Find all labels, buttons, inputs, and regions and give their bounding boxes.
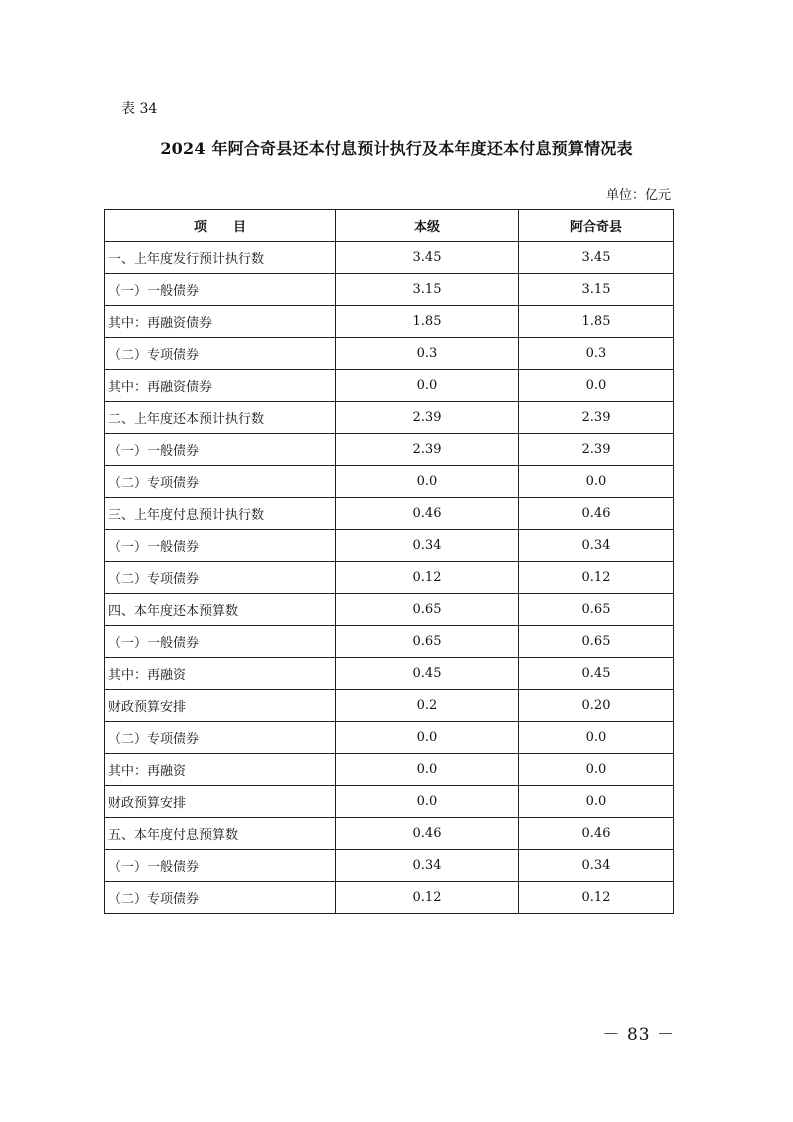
row-local-value: 3.45 <box>336 242 519 274</box>
row-county-value: 0.34 <box>519 530 674 562</box>
row-county-value: 0.46 <box>519 818 674 850</box>
row-item: （二）专项债券 <box>105 338 336 370</box>
row-item: （一）一般债券 <box>105 434 336 466</box>
table-row <box>105 722 674 754</box>
row-item: （二）专项债券 <box>105 722 336 754</box>
table-row <box>105 306 674 338</box>
row-local-value: 0.12 <box>336 882 519 914</box>
row-item: （二）专项债券 <box>105 466 336 498</box>
row-item: 财政预算安排 <box>105 690 336 722</box>
row-county-value: 2.39 <box>519 434 674 466</box>
row-county-value: 0.12 <box>519 562 674 594</box>
row-item: 其中：再融资 <box>105 754 336 786</box>
row-county-value: 2.39 <box>519 402 674 434</box>
row-local-value: 0.0 <box>336 722 519 754</box>
table-row <box>105 594 674 626</box>
row-county-value: 0.0 <box>519 754 674 786</box>
row-item: 三、上年度付息预计执行数 <box>105 498 336 530</box>
row-county-value: 3.15 <box>519 274 674 306</box>
row-county-value: 0.0 <box>519 370 674 402</box>
row-county-value: 1.85 <box>519 306 674 338</box>
row-item: 其中：再融资债券 <box>105 306 336 338</box>
row-item: 二、上年度还本预计执行数 <box>105 402 336 434</box>
table-row <box>105 562 674 594</box>
table-row <box>105 786 674 818</box>
row-local-value: 0.0 <box>336 370 519 402</box>
table-row <box>105 530 674 562</box>
row-local-value: 0.3 <box>336 338 519 370</box>
row-item: 其中：再融资债券 <box>105 370 336 402</box>
row-item: （二）专项债券 <box>105 562 336 594</box>
row-county-value: 3.45 <box>519 242 674 274</box>
table-row <box>105 626 674 658</box>
row-local-value: 0.34 <box>336 530 519 562</box>
row-county-value: 0.65 <box>519 626 674 658</box>
row-county-value: 0.12 <box>519 882 674 914</box>
table-row <box>105 690 674 722</box>
row-county-value: 0.0 <box>519 466 674 498</box>
row-county-value: 0.45 <box>519 658 674 690</box>
row-local-value: 1.85 <box>336 306 519 338</box>
table-row <box>105 338 674 370</box>
row-county-value: 0.46 <box>519 498 674 530</box>
row-local-value: 0.0 <box>336 466 519 498</box>
row-local-value: 0.46 <box>336 498 519 530</box>
row-county-value: 0.20 <box>519 690 674 722</box>
row-item: （一）一般债券 <box>105 626 336 658</box>
row-item: （一）一般债券 <box>105 850 336 882</box>
table-row <box>105 402 674 434</box>
table-row <box>105 850 674 882</box>
budget-table <box>104 209 674 914</box>
table-row <box>105 882 674 914</box>
table-row <box>105 754 674 786</box>
page-title: 2024 年阿合奇县还本付息预计执行及本年度还本付息预算情况表 <box>160 139 633 158</box>
table-row <box>105 434 674 466</box>
row-item: （一）一般债券 <box>105 274 336 306</box>
row-item: （一）一般债券 <box>105 530 336 562</box>
row-item: 五、本年度付息预算数 <box>105 818 336 850</box>
row-local-value: 2.39 <box>336 434 519 466</box>
row-county-value: 0.0 <box>519 786 674 818</box>
table-row <box>105 274 674 306</box>
row-item: 财政预算安排 <box>105 786 336 818</box>
row-local-value: 0.0 <box>336 786 519 818</box>
header-local-level: 本级 <box>336 210 519 242</box>
row-item: 一、上年度发行预计执行数 <box>105 242 336 274</box>
row-local-value: 0.0 <box>336 754 519 786</box>
header-item: 项 目 <box>105 210 336 242</box>
table-row <box>105 498 674 530</box>
unit-label: 单位：亿元 <box>605 188 671 203</box>
row-local-value: 0.45 <box>336 658 519 690</box>
table-header-row <box>105 210 674 242</box>
row-item: （二）专项债券 <box>105 882 336 914</box>
row-local-value: 3.15 <box>336 274 519 306</box>
row-local-value: 0.46 <box>336 818 519 850</box>
row-county-value: 0.0 <box>519 722 674 754</box>
row-local-value: 0.65 <box>336 626 519 658</box>
table-row <box>105 818 674 850</box>
row-local-value: 0.12 <box>336 562 519 594</box>
row-county-value: 0.34 <box>519 850 674 882</box>
row-item: 其中：再融资 <box>105 658 336 690</box>
table-row <box>105 242 674 274</box>
row-local-value: 2.39 <box>336 402 519 434</box>
table-row <box>105 370 674 402</box>
page-number: － 83 － <box>602 1025 675 1045</box>
row-local-value: 0.34 <box>336 850 519 882</box>
table-label: 表 34 <box>121 101 158 117</box>
row-local-value: 0.65 <box>336 594 519 626</box>
row-local-value: 0.2 <box>336 690 519 722</box>
table-row <box>105 658 674 690</box>
header-county: 阿合奇县 <box>519 210 674 242</box>
row-county-value: 0.3 <box>519 338 674 370</box>
row-county-value: 0.65 <box>519 594 674 626</box>
table-row <box>105 466 674 498</box>
row-item: 四、本年度还本预算数 <box>105 594 336 626</box>
